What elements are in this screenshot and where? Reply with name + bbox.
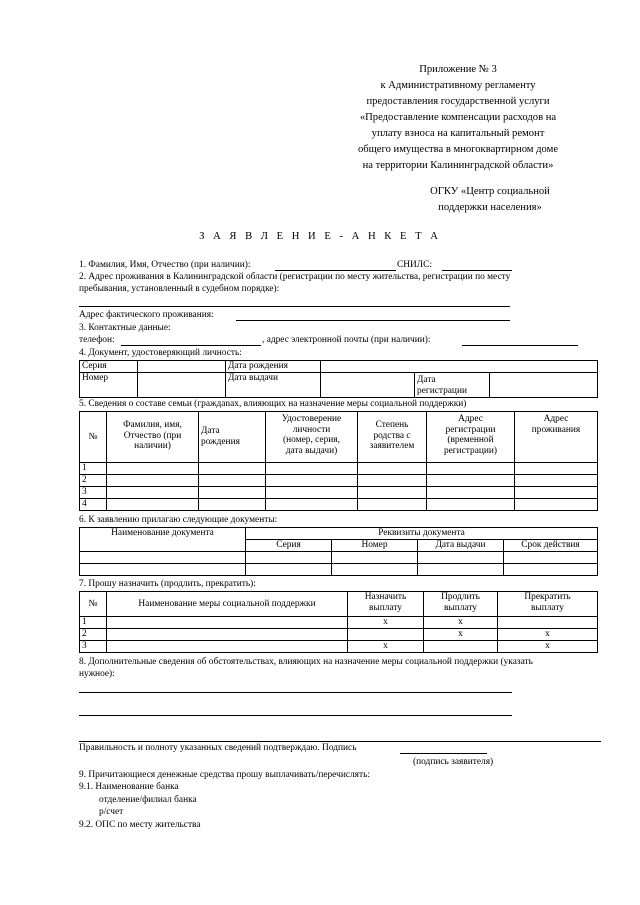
id-issue-date-cell[interactable] bbox=[321, 373, 415, 398]
family-header-text: Степень bbox=[375, 420, 409, 430]
family-header-text: № bbox=[88, 431, 98, 442]
id-series-cell[interactable] bbox=[138, 361, 226, 373]
family-header-text: Адрес bbox=[543, 414, 569, 424]
email-input-line[interactable] bbox=[462, 345, 578, 346]
id-reg-date-cell[interactable] bbox=[490, 373, 598, 398]
address-label: 2. Адрес проживания в Калининградской области (регистрации по месту жительства, регистрации по месту bbox=[79, 272, 511, 282]
contacts-label: 3. Контактные данные: bbox=[79, 323, 171, 333]
additional-info-line-2[interactable] bbox=[79, 715, 512, 716]
id-reg-date-label-l2: регистрации bbox=[417, 385, 467, 396]
measures-row-number: 3 bbox=[80, 641, 107, 653]
signature-caption: (подпись заявителя) bbox=[413, 757, 494, 767]
id-birth-date-label: Дата рождения bbox=[226, 361, 321, 373]
measures-extend-mark[interactable] bbox=[424, 641, 498, 653]
measures-header-text: выплату bbox=[369, 602, 402, 613]
additional-info-line-1[interactable] bbox=[79, 692, 512, 693]
family-header-kinship bbox=[358, 412, 427, 463]
measures-table bbox=[79, 591, 598, 653]
measures-name-cell[interactable] bbox=[107, 617, 348, 629]
family-header-text: наличии) bbox=[134, 441, 171, 451]
id-doc-table bbox=[79, 360, 598, 398]
measures-stop-mark[interactable]: х bbox=[498, 641, 598, 653]
table-cell[interactable] bbox=[246, 552, 332, 564]
documents-table bbox=[79, 527, 598, 576]
table-cell[interactable] bbox=[266, 487, 358, 499]
family-header-text: рождения bbox=[201, 436, 240, 447]
actual-address-input-line[interactable] bbox=[236, 320, 510, 321]
family-header-number bbox=[80, 412, 107, 463]
measures-header-text: выплату bbox=[444, 602, 477, 613]
bank-account-label: р/счет bbox=[99, 807, 124, 817]
family-header-live-address bbox=[515, 412, 598, 463]
family-header-id bbox=[266, 412, 358, 463]
addressee-block bbox=[410, 184, 570, 216]
family-header-text: регистрации) bbox=[443, 445, 498, 456]
id-reg-date-label bbox=[415, 373, 490, 398]
family-header-fio bbox=[107, 412, 199, 463]
table-cell[interactable] bbox=[418, 552, 504, 564]
bank-name-label: 9.1. Наименование банка bbox=[79, 782, 179, 792]
table-cell[interactable] bbox=[515, 499, 598, 511]
table-cell[interactable] bbox=[107, 499, 199, 511]
table-cell[interactable] bbox=[427, 487, 515, 499]
additional-info-label: 8. Дополнительные сведения об обстоятельствах, влияющих на назначение меры социальной поддержки (указать bbox=[79, 657, 533, 667]
measures-header-text: № bbox=[88, 598, 98, 609]
additional-info-label-cont: нужное): bbox=[79, 669, 115, 679]
table-cell[interactable] bbox=[504, 564, 598, 576]
actual-address-label: Адрес фактического проживания: bbox=[79, 310, 214, 320]
section-separator bbox=[79, 741, 601, 742]
docs-validity-header: Срок действия bbox=[504, 540, 598, 552]
docs-name-header: Наименование документа bbox=[80, 528, 246, 552]
measures-name-cell[interactable] bbox=[107, 641, 348, 653]
table-cell[interactable] bbox=[427, 499, 515, 511]
post-office-label: 9.2. ОПС по месту жительства bbox=[79, 820, 201, 830]
table-cell[interactable] bbox=[80, 552, 246, 564]
measures-header-number bbox=[80, 592, 107, 617]
table-cell[interactable] bbox=[358, 499, 427, 511]
docs-issue-header: Дата выдачи bbox=[418, 540, 504, 552]
measures-header-text: Продлить bbox=[441, 592, 480, 602]
table-cell[interactable] bbox=[107, 463, 199, 475]
id-doc-label: 4. Документ, удостоверяющий личность: bbox=[79, 348, 242, 358]
docs-series-header: Серия bbox=[246, 540, 332, 552]
family-header-text: родства с bbox=[373, 430, 411, 441]
id-series-label: Серия bbox=[80, 361, 138, 373]
table-cell[interactable] bbox=[107, 475, 199, 487]
appendix-line: к Административному регламенту bbox=[380, 80, 536, 91]
family-header-text: (номер, серия, bbox=[283, 435, 340, 445]
measures-label: 7. Прошу назначить (продлить, прекратить): bbox=[79, 579, 256, 589]
family-header-text: Удостоверение bbox=[281, 414, 342, 424]
family-header-text: личности bbox=[292, 424, 331, 435]
id-reg-date-label-l1: Дата bbox=[417, 375, 436, 385]
family-header-text: Отчество (при bbox=[123, 430, 182, 441]
family-row-number: 4 bbox=[80, 499, 107, 511]
family-label: 5. Сведения о составе семьи (граждanах, влияющих на назначение меры социальной поддержки) bbox=[79, 399, 467, 409]
measures-row-number: 2 bbox=[80, 629, 107, 641]
phone-label: телефон: bbox=[79, 335, 115, 345]
measures-header-text: выплату bbox=[531, 602, 564, 613]
table-cell[interactable] bbox=[199, 499, 266, 511]
documents-label: 6. К заявлению прилагаю следующие документы: bbox=[79, 515, 278, 525]
measures-stop-mark[interactable]: х bbox=[498, 629, 598, 641]
family-header-text: (временной bbox=[447, 435, 494, 445]
family-header-birth bbox=[199, 412, 266, 463]
measures-header-name bbox=[107, 592, 348, 617]
signature-line[interactable] bbox=[400, 753, 487, 754]
snils-label: СНИЛС: bbox=[397, 260, 433, 270]
appendix-line: уплату взноса на капитальный ремонт bbox=[371, 128, 545, 139]
fio-input-line[interactable] bbox=[275, 270, 396, 271]
payment-label: 9. Причитающиеся денежные средства прошу выплачивать/перечислять: bbox=[79, 770, 370, 780]
table-cell[interactable] bbox=[199, 475, 266, 487]
appendix-line: Приложение № 3 bbox=[419, 64, 497, 75]
table-cell[interactable] bbox=[418, 564, 504, 576]
addressee-line: поддержки населения» bbox=[438, 202, 542, 213]
family-table bbox=[79, 411, 598, 511]
measures-row-number: 1 bbox=[80, 617, 107, 629]
family-row-number: 3 bbox=[80, 487, 107, 499]
measures-assign-mark[interactable] bbox=[348, 629, 424, 641]
table-cell[interactable] bbox=[515, 463, 598, 475]
measures-extend-mark[interactable]: х bbox=[424, 617, 498, 629]
appendix-line: на территории Калининградской области» bbox=[362, 160, 554, 171]
family-header-text: дата выдачи) bbox=[285, 445, 338, 456]
table-cell[interactable] bbox=[427, 475, 515, 487]
table-cell[interactable] bbox=[107, 487, 199, 499]
table-cell[interactable] bbox=[266, 499, 358, 511]
id-number-cell[interactable] bbox=[138, 373, 226, 398]
appendix-block bbox=[328, 62, 588, 174]
family-header-text: Адрес bbox=[458, 414, 483, 424]
table-cell[interactable] bbox=[266, 475, 358, 487]
family-row-number: 2 bbox=[80, 475, 107, 487]
address-label-cont: пребывания, установленный в судебном порядке): bbox=[79, 284, 280, 294]
table-cell[interactable] bbox=[266, 463, 358, 475]
measures-extend-mark[interactable]: х bbox=[424, 629, 498, 641]
measures-header-stop bbox=[498, 592, 598, 617]
confirm-text: Правильность и полноту указанных сведений подтверждаю. Подпись bbox=[79, 743, 357, 753]
table-cell[interactable] bbox=[80, 564, 246, 576]
table-cell[interactable] bbox=[332, 552, 418, 564]
table-cell[interactable] bbox=[358, 463, 427, 475]
measures-assign-mark[interactable]: х bbox=[348, 641, 424, 653]
fio-label: 1. Фамилия, Имя, Отчество (при наличии): bbox=[79, 260, 251, 270]
table-cell[interactable] bbox=[332, 564, 418, 576]
table-cell[interactable] bbox=[427, 463, 515, 475]
id-number-label: Номер bbox=[80, 373, 138, 398]
table-cell[interactable] bbox=[358, 475, 427, 487]
table-cell[interactable] bbox=[515, 475, 598, 487]
appendix-line: общего имущества в многоквартирном доме bbox=[357, 144, 559, 155]
email-label: , адрес электронной почты (при наличии): bbox=[262, 335, 431, 345]
form-title: З А Я В Л Е Н И Е - А Н К Е Т А bbox=[199, 231, 441, 242]
id-birth-date-cell[interactable] bbox=[321, 361, 598, 373]
measures-header-text: Прекратить bbox=[524, 592, 571, 602]
phone-input-line[interactable] bbox=[121, 345, 261, 346]
appendix-line: «Предоставление компенсации расходов на bbox=[359, 112, 557, 123]
measures-header-text: Наименование меры социальной поддержки bbox=[138, 598, 316, 609]
table-cell[interactable] bbox=[504, 552, 598, 564]
family-header-text: проживания bbox=[531, 424, 581, 435]
family-header-text: заявителем bbox=[369, 441, 415, 451]
id-issue-date-label: Дата выдачи bbox=[226, 373, 321, 398]
family-header-text: Фамилия, имя, bbox=[123, 420, 182, 430]
family-header-reg-address bbox=[427, 412, 515, 463]
family-row-number: 1 bbox=[80, 463, 107, 475]
measures-name-cell[interactable] bbox=[107, 629, 348, 641]
appendix-line: предоставления государственной услуги bbox=[366, 96, 550, 107]
docs-number-header: Номер bbox=[332, 540, 418, 552]
table-cell[interactable] bbox=[199, 487, 266, 499]
measures-stop-mark[interactable] bbox=[498, 617, 598, 629]
table-cell[interactable] bbox=[358, 487, 427, 499]
addressee-line: ОГКУ «Центр социальной bbox=[430, 186, 550, 197]
table-cell[interactable] bbox=[199, 463, 266, 475]
measures-assign-mark[interactable]: х bbox=[348, 617, 424, 629]
measures-header-assign bbox=[348, 592, 424, 617]
measures-header-text: Назначить bbox=[364, 592, 407, 602]
snils-input-line[interactable] bbox=[442, 270, 512, 271]
family-header-text: регистрации bbox=[445, 424, 496, 435]
bank-branch-label: отделение/филиал банка bbox=[99, 795, 197, 805]
docs-requisites-header: Реквизиты документа bbox=[246, 528, 598, 540]
table-cell[interactable] bbox=[246, 564, 332, 576]
measures-header-extend bbox=[424, 592, 498, 617]
table-cell[interactable] bbox=[515, 487, 598, 499]
family-header-text: Дата bbox=[201, 426, 220, 436]
address-input-line[interactable] bbox=[79, 306, 510, 307]
